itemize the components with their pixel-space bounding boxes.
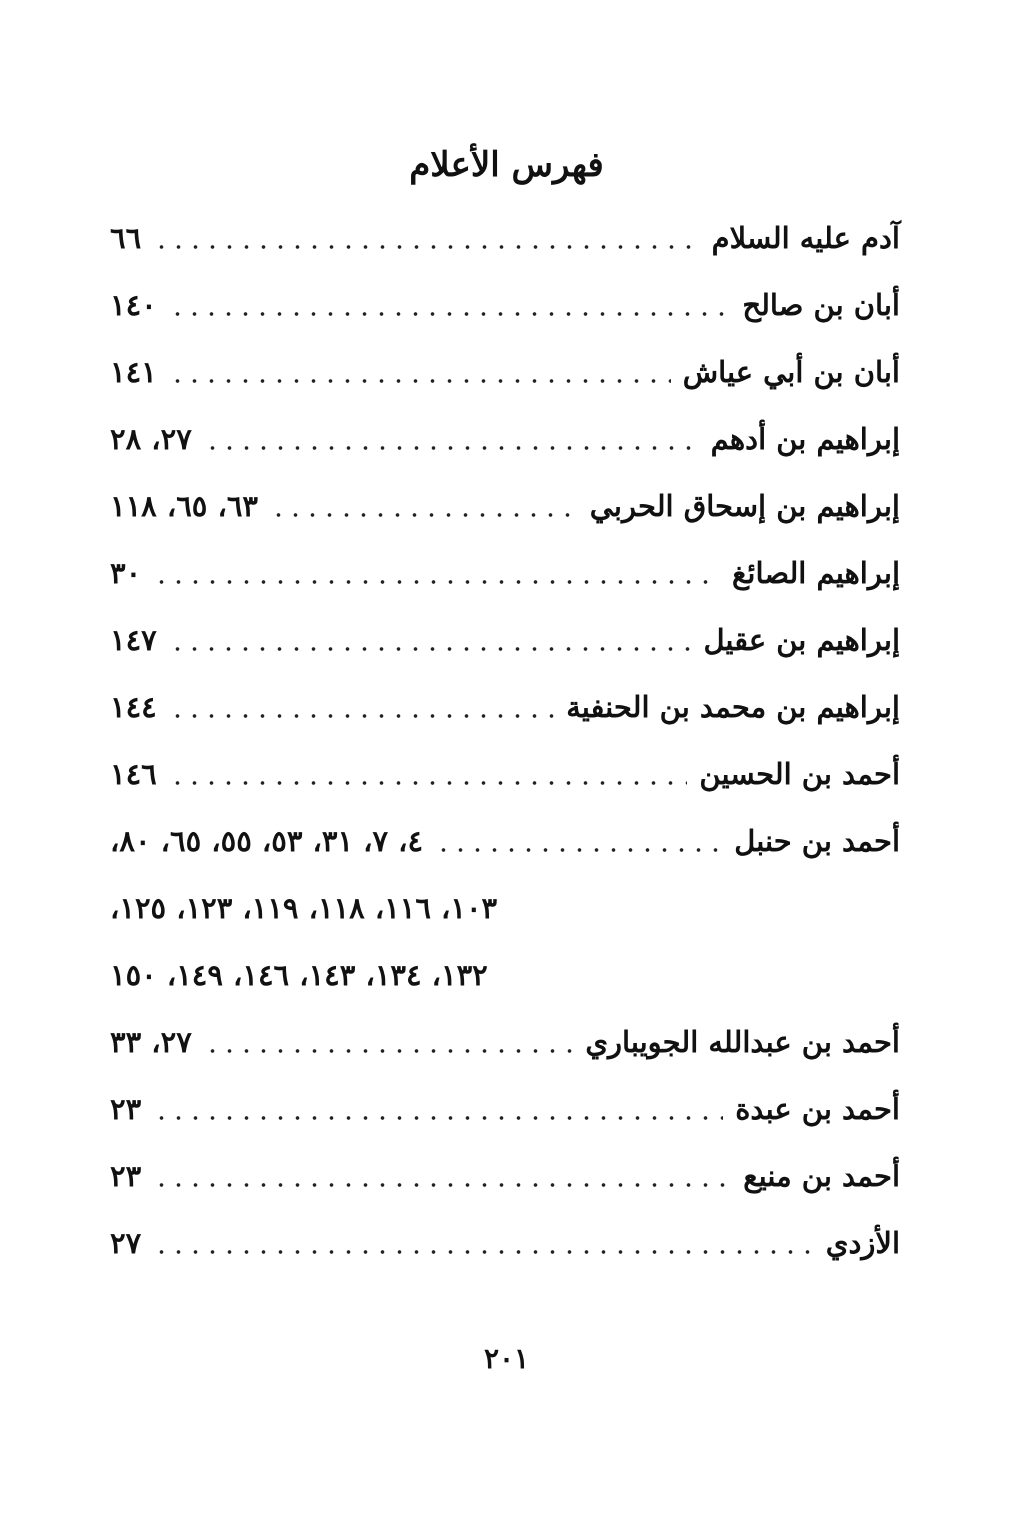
dot-leader: [153, 578, 720, 586]
dot-leader: [204, 1047, 574, 1055]
index-entry: [110, 275, 900, 342]
dot-leader: [153, 243, 699, 251]
index-entry: [110, 1012, 900, 1079]
entry-pages: ٢٧: [110, 1226, 142, 1260]
dot-leader: [153, 1181, 731, 1189]
entry-pages: ٣٠: [110, 556, 142, 590]
entry-name: إبراهيم بن إسحاق الحربي: [589, 489, 900, 523]
dot-leader: [169, 377, 671, 385]
entry-name: إبراهيم الصائغ: [731, 556, 900, 590]
index-entry: [110, 476, 900, 543]
index-entry: [110, 1079, 900, 1146]
entry-pages: ١٤٠: [110, 288, 157, 322]
entry-pages: ٦٦: [110, 221, 142, 255]
entry-pages: ١٤٦: [110, 757, 157, 791]
dot-leader: [169, 779, 688, 787]
entry-pages: ١٤١: [110, 355, 157, 389]
entry-name: إبراهيم بن محمد بن الحنفية: [566, 690, 900, 724]
index-entry: [110, 208, 900, 275]
names-index-list: [110, 208, 900, 1280]
entry-name: إبراهيم بن أدهم: [710, 422, 900, 456]
index-entry: [110, 1213, 900, 1280]
entry-name: أحمد بن الحسين: [699, 757, 900, 791]
index-entry: [110, 811, 900, 878]
entry-pages: ١٠٣، ١١٦، ١١٨، ١١٩، ١٢٣، ١٢٥،: [110, 891, 498, 925]
entry-name: أحمد بن حنبل: [734, 824, 900, 858]
entry-pages: ٢٧، ٣٣: [110, 1025, 192, 1059]
index-entry: [110, 1146, 900, 1213]
entry-pages: ٦٣، ٦٥، ١١٨: [110, 489, 258, 523]
index-entry: [110, 744, 900, 811]
entry-pages: ١٤٤: [110, 690, 157, 724]
dot-leader: [169, 645, 692, 653]
entry-pages: ١٤٧: [110, 623, 157, 657]
index-entry: [110, 342, 900, 409]
index-entry: [110, 610, 900, 677]
entry-name: الأزدي: [825, 1226, 900, 1260]
entry-name: أحمد بن عبدالله الجويباري: [585, 1025, 900, 1059]
entry-name: آدم عليه السلام: [711, 221, 900, 255]
dot-leader: [270, 511, 578, 519]
entry-pages: ٤، ٧، ٣١، ٥٣، ٥٥، ٦٥، ٨٠،: [110, 824, 424, 858]
index-entry: [110, 543, 900, 610]
page-title: فهرس الأعلام: [409, 145, 604, 185]
dot-leader: [169, 310, 731, 318]
dot-leader: [169, 712, 554, 720]
entry-pages: ٢٧، ٢٨: [110, 422, 192, 456]
entry-name: أبان بن صالح: [742, 288, 900, 322]
page-number: ٢٠١: [483, 1342, 530, 1375]
entry-pages: ٢٣: [110, 1092, 142, 1126]
entry-name: إبراهيم بن عقيل: [703, 623, 900, 657]
entry-name: أحمد بن منيع: [743, 1159, 900, 1193]
entry-name: أحمد بن عبدة: [735, 1092, 900, 1126]
entry-pages: ١٣٢، ١٣٤، ١٤٣، ١٤٦، ١٤٩، ١٥٠: [110, 958, 488, 992]
dot-leader: [153, 1114, 723, 1122]
entry-name: أبان بن أبي عياش: [682, 355, 900, 389]
index-entry-continuation: [110, 878, 900, 945]
entry-pages: ٢٣: [110, 1159, 142, 1193]
dot-leader: [435, 846, 722, 854]
dot-leader: [153, 1248, 814, 1256]
index-entry-continuation: [110, 945, 900, 1012]
dot-leader: [204, 444, 699, 452]
index-entry: [110, 677, 900, 744]
index-entry: [110, 409, 900, 476]
